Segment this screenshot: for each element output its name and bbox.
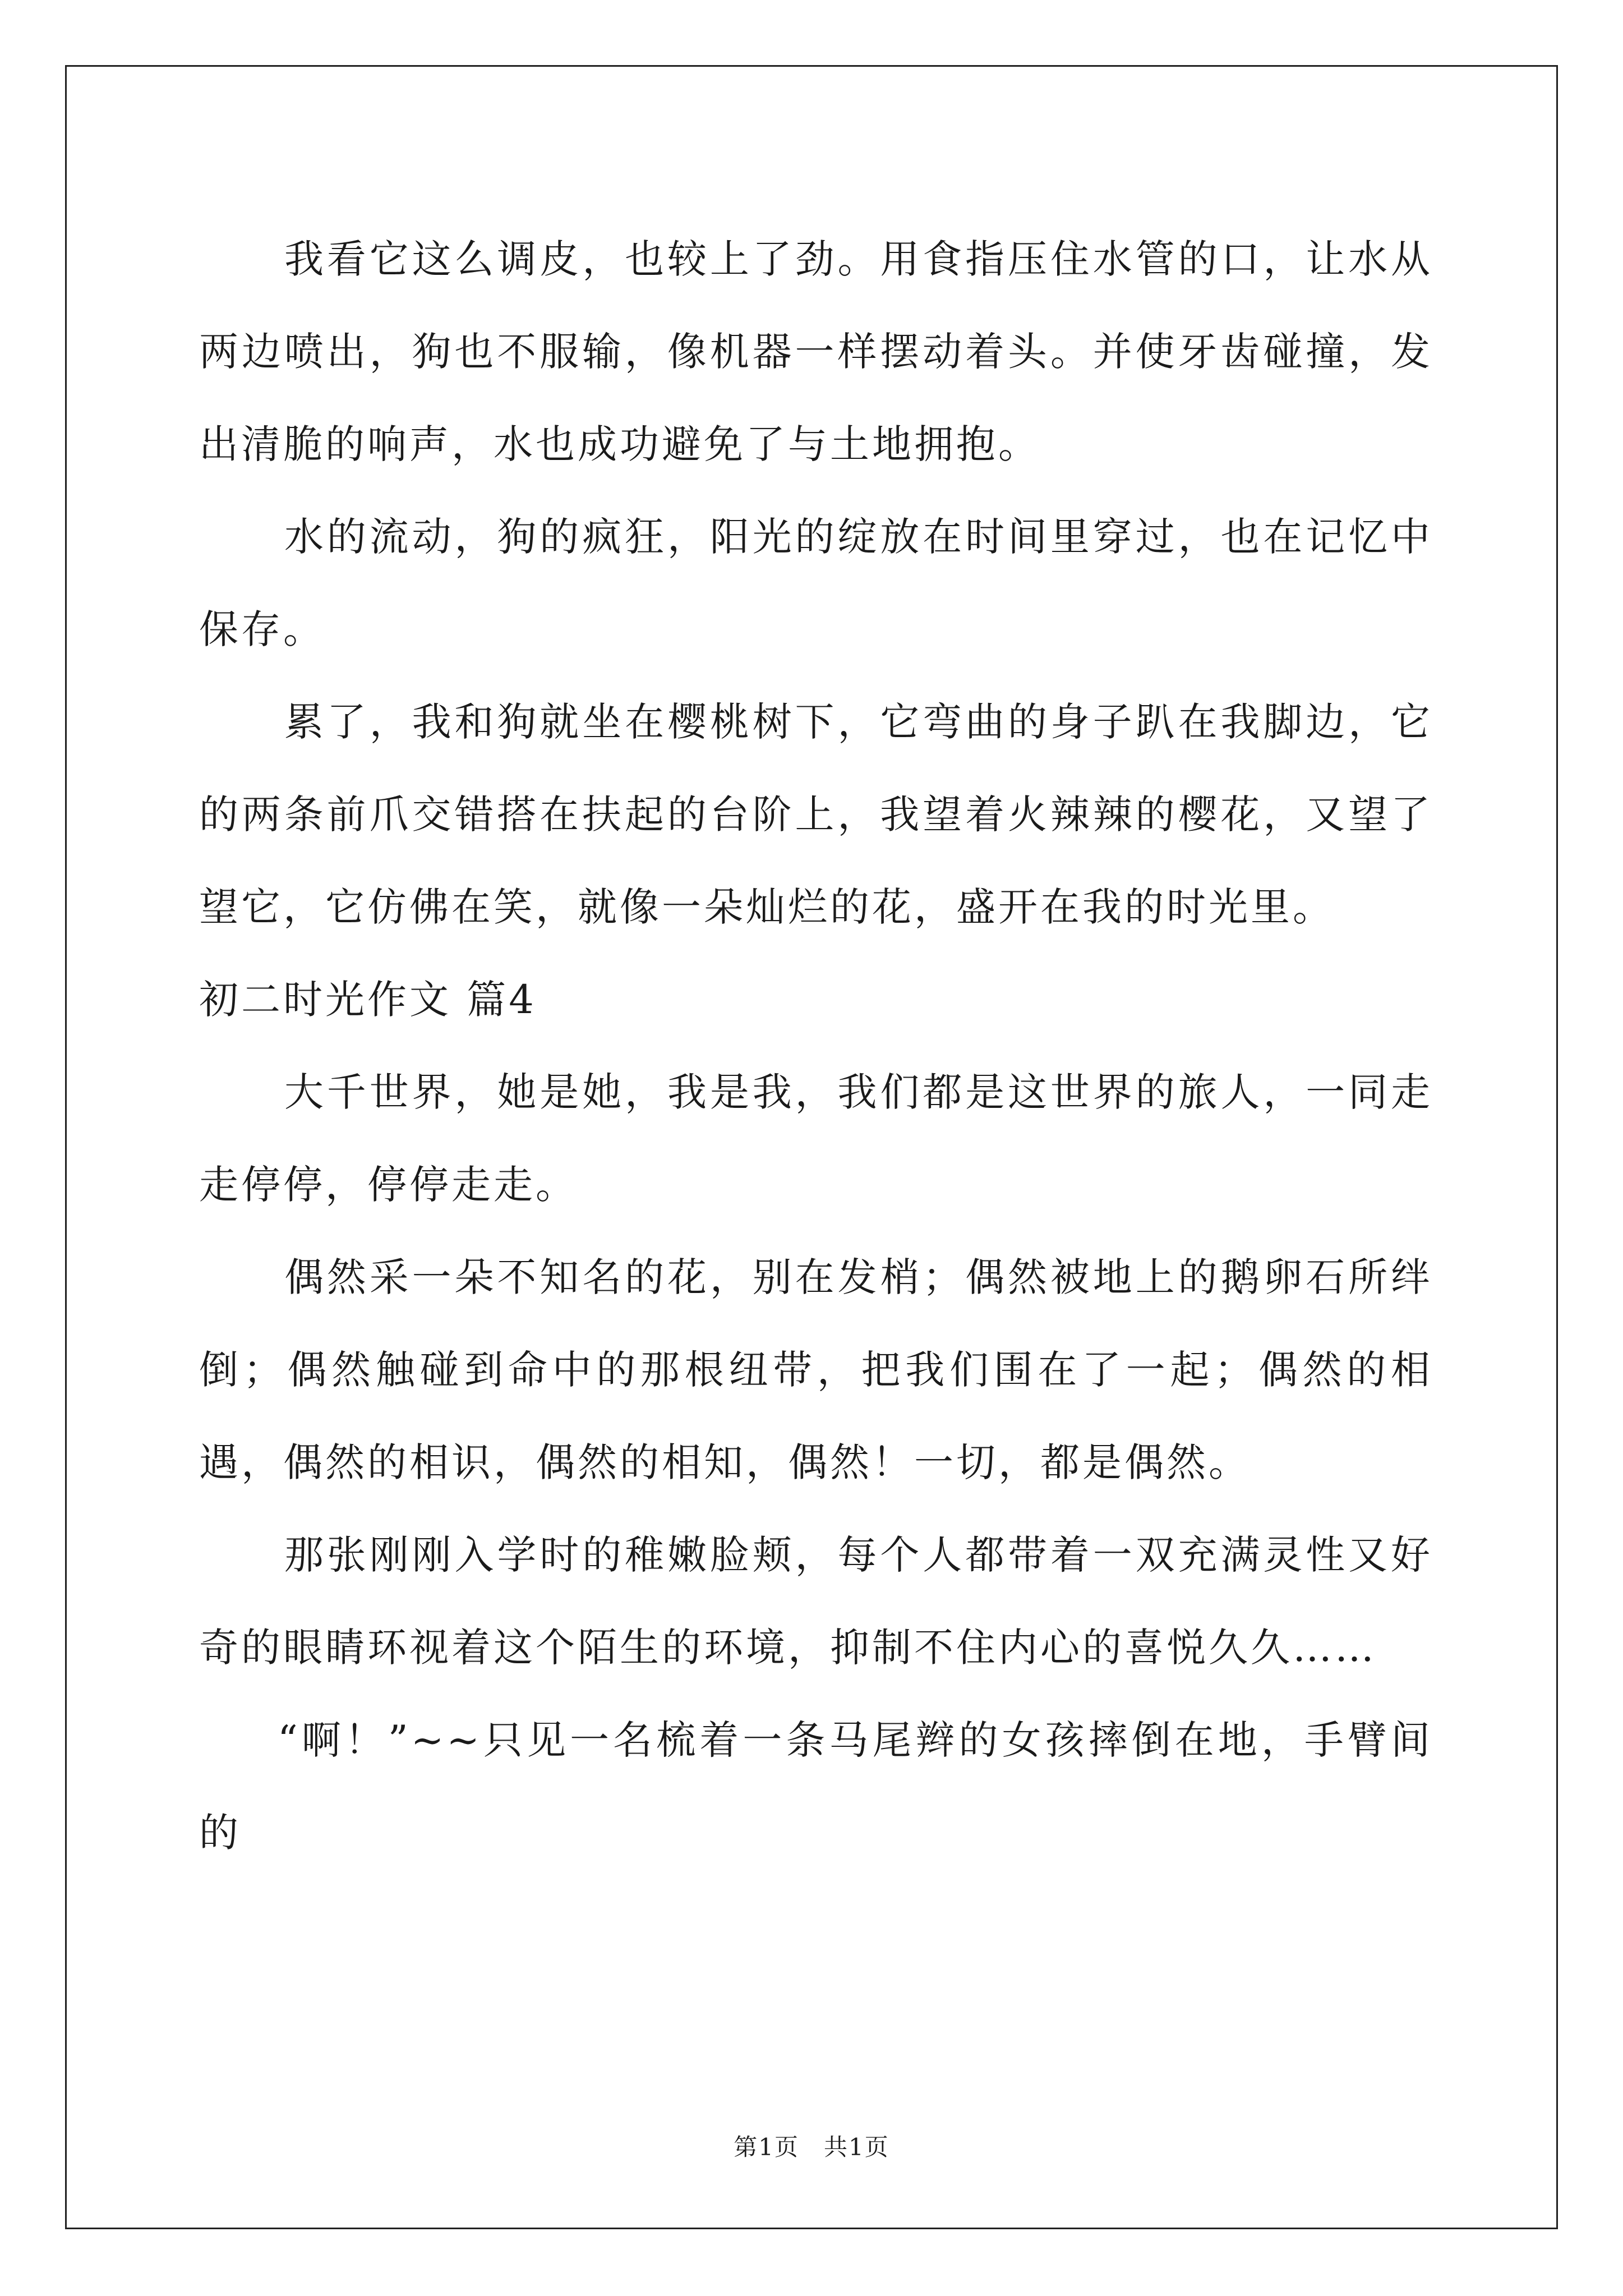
paragraph-7: “啊！”~~只见一名梳着一条马尾辫的女孩摔倒在地，手臂间的 bbox=[199, 1717, 1433, 1856]
paragraph-3: 累了，我和狗就坐在樱桃树下，它弯曲的身子趴在我脚边，它的两条前爪交错搭在扶起的台阶上，我望着火辣辣的樱花，又望了望它，它仿佛在笑，就像一朵灿烂的花，盛开在我的时光里。 bbox=[199, 699, 1433, 930]
document-body bbox=[199, 213, 1433, 1879]
paragraph-1: 我看它这么调皮，也较上了劲。用食指压住水管的口，让水从两边喷出，狗也不服输，像机器一样摆动着头。并使牙齿碰撞，发出清脆的响声，水也成功避免了与土地拥抱。 bbox=[199, 236, 1433, 467]
page-footer: 第1页 共1页 bbox=[734, 2133, 889, 2161]
paragraph-6: 那张刚刚入学时的稚嫩脸颊，每个人都带着一双充满灵性又好奇的眼睛环视着这个陌生的环境，抑制不住内心的喜悦久久…… bbox=[199, 1532, 1433, 1671]
section-heading: 初二时光作文 篇4 bbox=[199, 977, 537, 1023]
paragraph-5: 偶然采一朵不知名的花，别在发梢；偶然被地上的鹅卵石所绊倒；偶然触碰到命中的那根纽带，把我们围在了一起；偶然的相遇，偶然的相识，偶然的相知，偶然！一切，都是偶然。 bbox=[199, 1254, 1433, 1485]
paragraph-4: 大千世界，她是她，我是我，我们都是这世界的旅人，一同走走停停，停停走走。 bbox=[199, 1069, 1433, 1208]
paragraph-2: 水的流动，狗的疯狂，阳光的绽放在时间里穿过，也在记忆中保存。 bbox=[199, 514, 1433, 652]
